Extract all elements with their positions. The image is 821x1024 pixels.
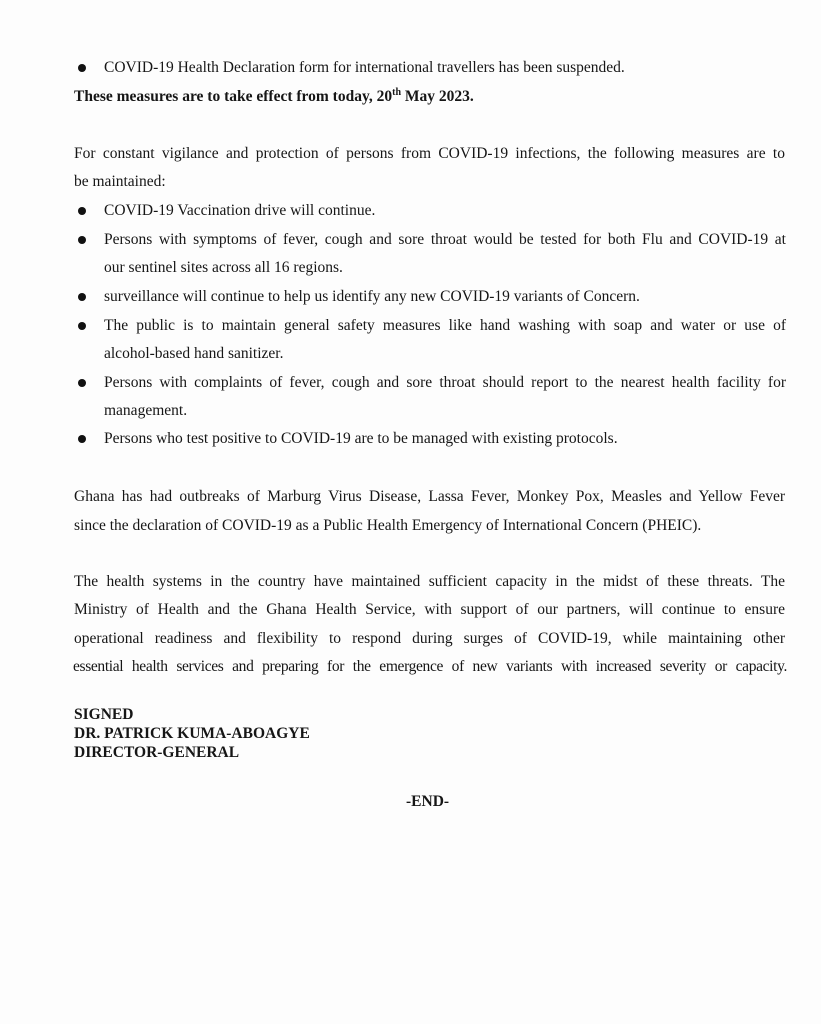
vigilance-para-line-2: be maintained: <box>74 173 166 190</box>
effect-date-suffix: May 2023. <box>401 88 474 105</box>
vigilance-para-line-1: For constant vigilance and protection of persons from COVID-19 infections, the following measures are to <box>74 145 785 162</box>
health-systems-para-line-4: essential health services and preparing for the emergence of new variants with increased severity or capacity. <box>73 658 787 675</box>
health-systems-para-line-1: The health systems in the country have maintained sufficient capacity in the midst of these threats. The <box>74 573 785 590</box>
bullet-dot-icon <box>78 64 86 72</box>
measure-item-4-line-2: alcohol-based hand sanitizer. <box>104 345 284 362</box>
signatory-title: DIRECTOR-GENERAL <box>74 744 240 761</box>
measure-item-5-line-2: management. <box>104 402 188 419</box>
measure-item-3: surveillance will continue to help us identify any new COVID-19 variants of Concern. <box>104 288 640 305</box>
bullet-dot-icon <box>78 379 86 387</box>
health-systems-para-line-3: operational readiness and flexibility to respond during surges of COVID-19, while maintaining other <box>74 630 785 647</box>
intro-bullet-text: COVID-19 Health Declaration form for international travellers has been suspended. <box>104 59 625 76</box>
bullet-dot-icon <box>78 236 86 244</box>
signatory-name: DR. PATRICK KUMA-ABOAGYE <box>74 725 310 742</box>
effect-date-sup: th <box>392 86 402 98</box>
health-systems-para-line-2: Ministry of Health and the Ghana Health Service, with support of our partners, will continue to ensure <box>74 601 785 618</box>
bullet-dot-icon <box>78 435 86 443</box>
signed-label: SIGNED <box>74 706 134 723</box>
effect-date-line <box>74 88 474 106</box>
outbreaks-para-line-1: Ghana has had outbreaks of Marburg Virus Disease, Lassa Fever, Monkey Pox, Measles and Yellow Fever <box>74 488 785 505</box>
measure-item-1: COVID-19 Vaccination drive will continue. <box>104 202 376 219</box>
measure-item-5-line-1: Persons with complaints of fever, cough and sore throat should report to the nearest health facility for <box>104 374 786 391</box>
outbreaks-para-line-2: since the declaration of COVID-19 as a Public Health Emergency of International Concern (PHEIC). <box>74 517 702 534</box>
bullet-dot-icon <box>78 322 86 330</box>
bullet-dot-icon <box>78 293 86 301</box>
effect-date-prefix: These measures are to take effect from today, 20 <box>74 88 393 105</box>
measure-item-6: Persons who test positive to COVID-19 are to be managed with existing protocols. <box>104 430 618 447</box>
end-marker: -END- <box>406 793 450 810</box>
measure-item-4-line-1: The public is to maintain general safety measures like hand washing with soap and water or use of <box>104 317 786 334</box>
measure-item-2-line-1: Persons with symptoms of fever, cough and sore throat would be tested for both Flu and COVID-19 at <box>104 231 786 248</box>
bullet-dot-icon <box>78 207 86 215</box>
measure-item-2-line-2: our sentinel sites across all 16 regions. <box>104 259 343 276</box>
